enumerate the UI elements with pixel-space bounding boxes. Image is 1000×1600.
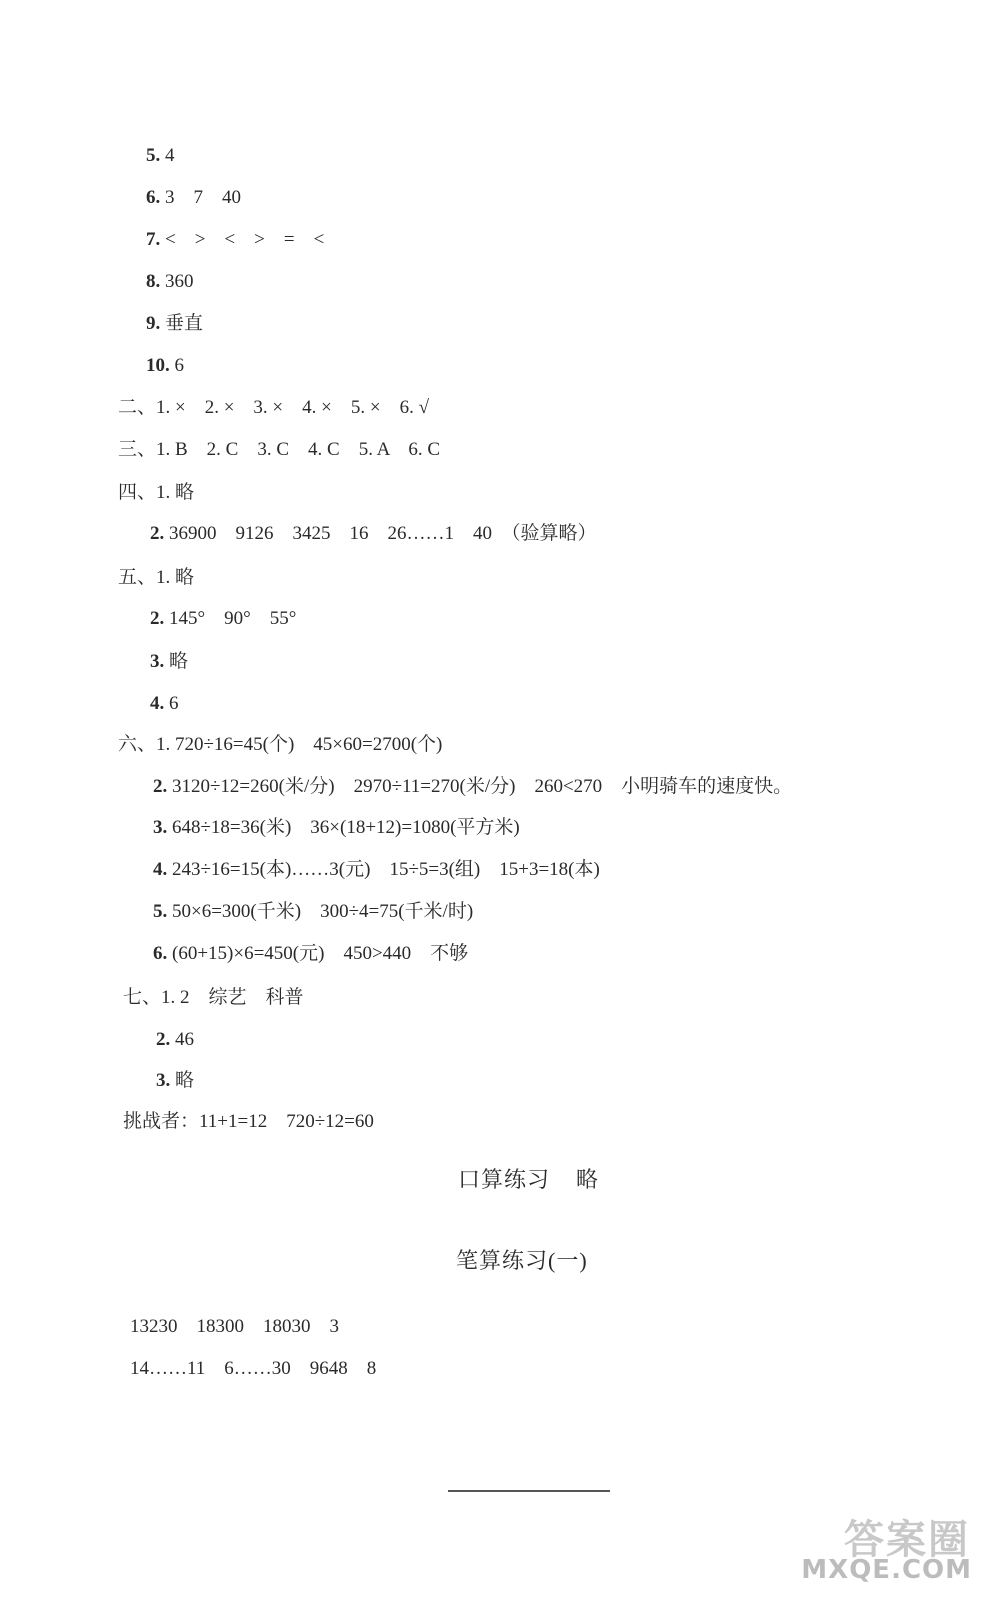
item-number: 6. <box>146 187 161 208</box>
answer-line <box>156 1028 194 1052</box>
answer-line <box>153 858 600 882</box>
answer-line <box>150 607 296 631</box>
answer-line <box>150 692 179 716</box>
watermark-url: MXQE.COM <box>801 1555 972 1585</box>
item-number: 3. <box>156 1070 171 1091</box>
item-number: 10. <box>146 355 170 376</box>
item-number: 2. <box>150 608 165 629</box>
written-practice-title: 笔算练习(一) <box>456 1248 588 1273</box>
section-line <box>118 438 440 462</box>
item-text: 四、1. 略 <box>118 482 195 503</box>
answer-line <box>150 650 188 674</box>
answer-line <box>153 900 473 924</box>
answer-line <box>153 816 520 840</box>
section-line <box>118 733 442 757</box>
item-number: 8. <box>146 271 161 292</box>
item-text: 4 <box>160 145 175 166</box>
item-text: 七、1. 2 综艺 科普 <box>123 987 304 1008</box>
watermark-logo: 答案圈 <box>844 1517 970 1563</box>
item-number: 9. <box>146 313 161 334</box>
answer-line <box>146 270 194 294</box>
item-number: 3. <box>150 651 165 672</box>
item-text: 三、1. B 2. C 3. C 4. C 5. A 6. C <box>118 439 440 460</box>
item-number: 4. <box>153 859 168 880</box>
section-line <box>118 566 194 590</box>
answer-line <box>153 942 468 966</box>
item-text: 145° 90° 55° <box>164 608 297 629</box>
answer-line <box>150 522 597 546</box>
item-text: 垂直 <box>160 313 204 334</box>
item-number: 4. <box>150 693 165 714</box>
answer-line <box>146 312 203 336</box>
item-text: 243÷16=15(本)……3(元) 15÷5=3(组) 15+3=18(本) <box>167 859 600 880</box>
item-number: 5. <box>153 901 168 922</box>
answer-line <box>146 228 324 252</box>
item-text: 二、1. × 2. × 3. × 4. × 5. × 6. √ <box>118 397 430 418</box>
item-text: 6 <box>169 355 184 376</box>
answer-line <box>146 186 241 210</box>
item-number: 2. <box>150 523 165 544</box>
challenge-line <box>123 1110 374 1134</box>
item-text: (60+15)×6=450(元) 450>440 不够 <box>167 943 469 964</box>
item-text: 略 <box>164 651 189 672</box>
item-text: 略 <box>170 1070 195 1091</box>
footer-rule <box>448 1490 610 1492</box>
answer-line <box>153 775 792 799</box>
section-line <box>118 481 194 505</box>
item-number: 2. <box>153 776 168 797</box>
item-number: 5. <box>146 145 161 166</box>
item-text: 648÷18=36(米) 36×(18+12)=1080(平方米) <box>167 817 520 838</box>
oral-practice-title: 口算练习 略 <box>458 1167 600 1192</box>
item-text: 3 7 40 <box>160 187 241 208</box>
item-text: 6 <box>164 693 179 714</box>
section-line <box>118 396 429 420</box>
answer-line <box>146 144 175 168</box>
answer-line <box>156 1069 194 1093</box>
item-text: 36900 9126 3425 16 26……1 40 （验算略） <box>164 523 597 544</box>
item-text: 50×6=300(千米) 300÷4=75(千米/时) <box>167 901 474 922</box>
item-number: 3. <box>153 817 168 838</box>
item-text: < > < > = < <box>160 229 325 250</box>
item-text: 46 <box>170 1029 194 1050</box>
written-answer-line: 14……11 6……30 9648 8 <box>130 1358 377 1379</box>
section-line <box>123 986 304 1010</box>
item-text: 挑战者：11+1=12 720÷12=60 <box>123 1111 374 1132</box>
item-text: 六、1. 720÷16=45(个) 45×60=2700(个) <box>118 734 443 755</box>
item-number: 7. <box>146 229 161 250</box>
item-text: 五、1. 略 <box>118 567 195 588</box>
item-number: 2. <box>156 1029 171 1050</box>
item-text: 3120÷12=260(米/分) 2970÷11=270(米/分) 260<270 小明骑车的速度快。 <box>167 776 793 797</box>
written-answer-line: 13230 18300 18030 3 <box>130 1316 339 1337</box>
answer-line <box>146 354 184 378</box>
item-text: 360 <box>160 271 194 292</box>
item-number: 6. <box>153 943 168 964</box>
